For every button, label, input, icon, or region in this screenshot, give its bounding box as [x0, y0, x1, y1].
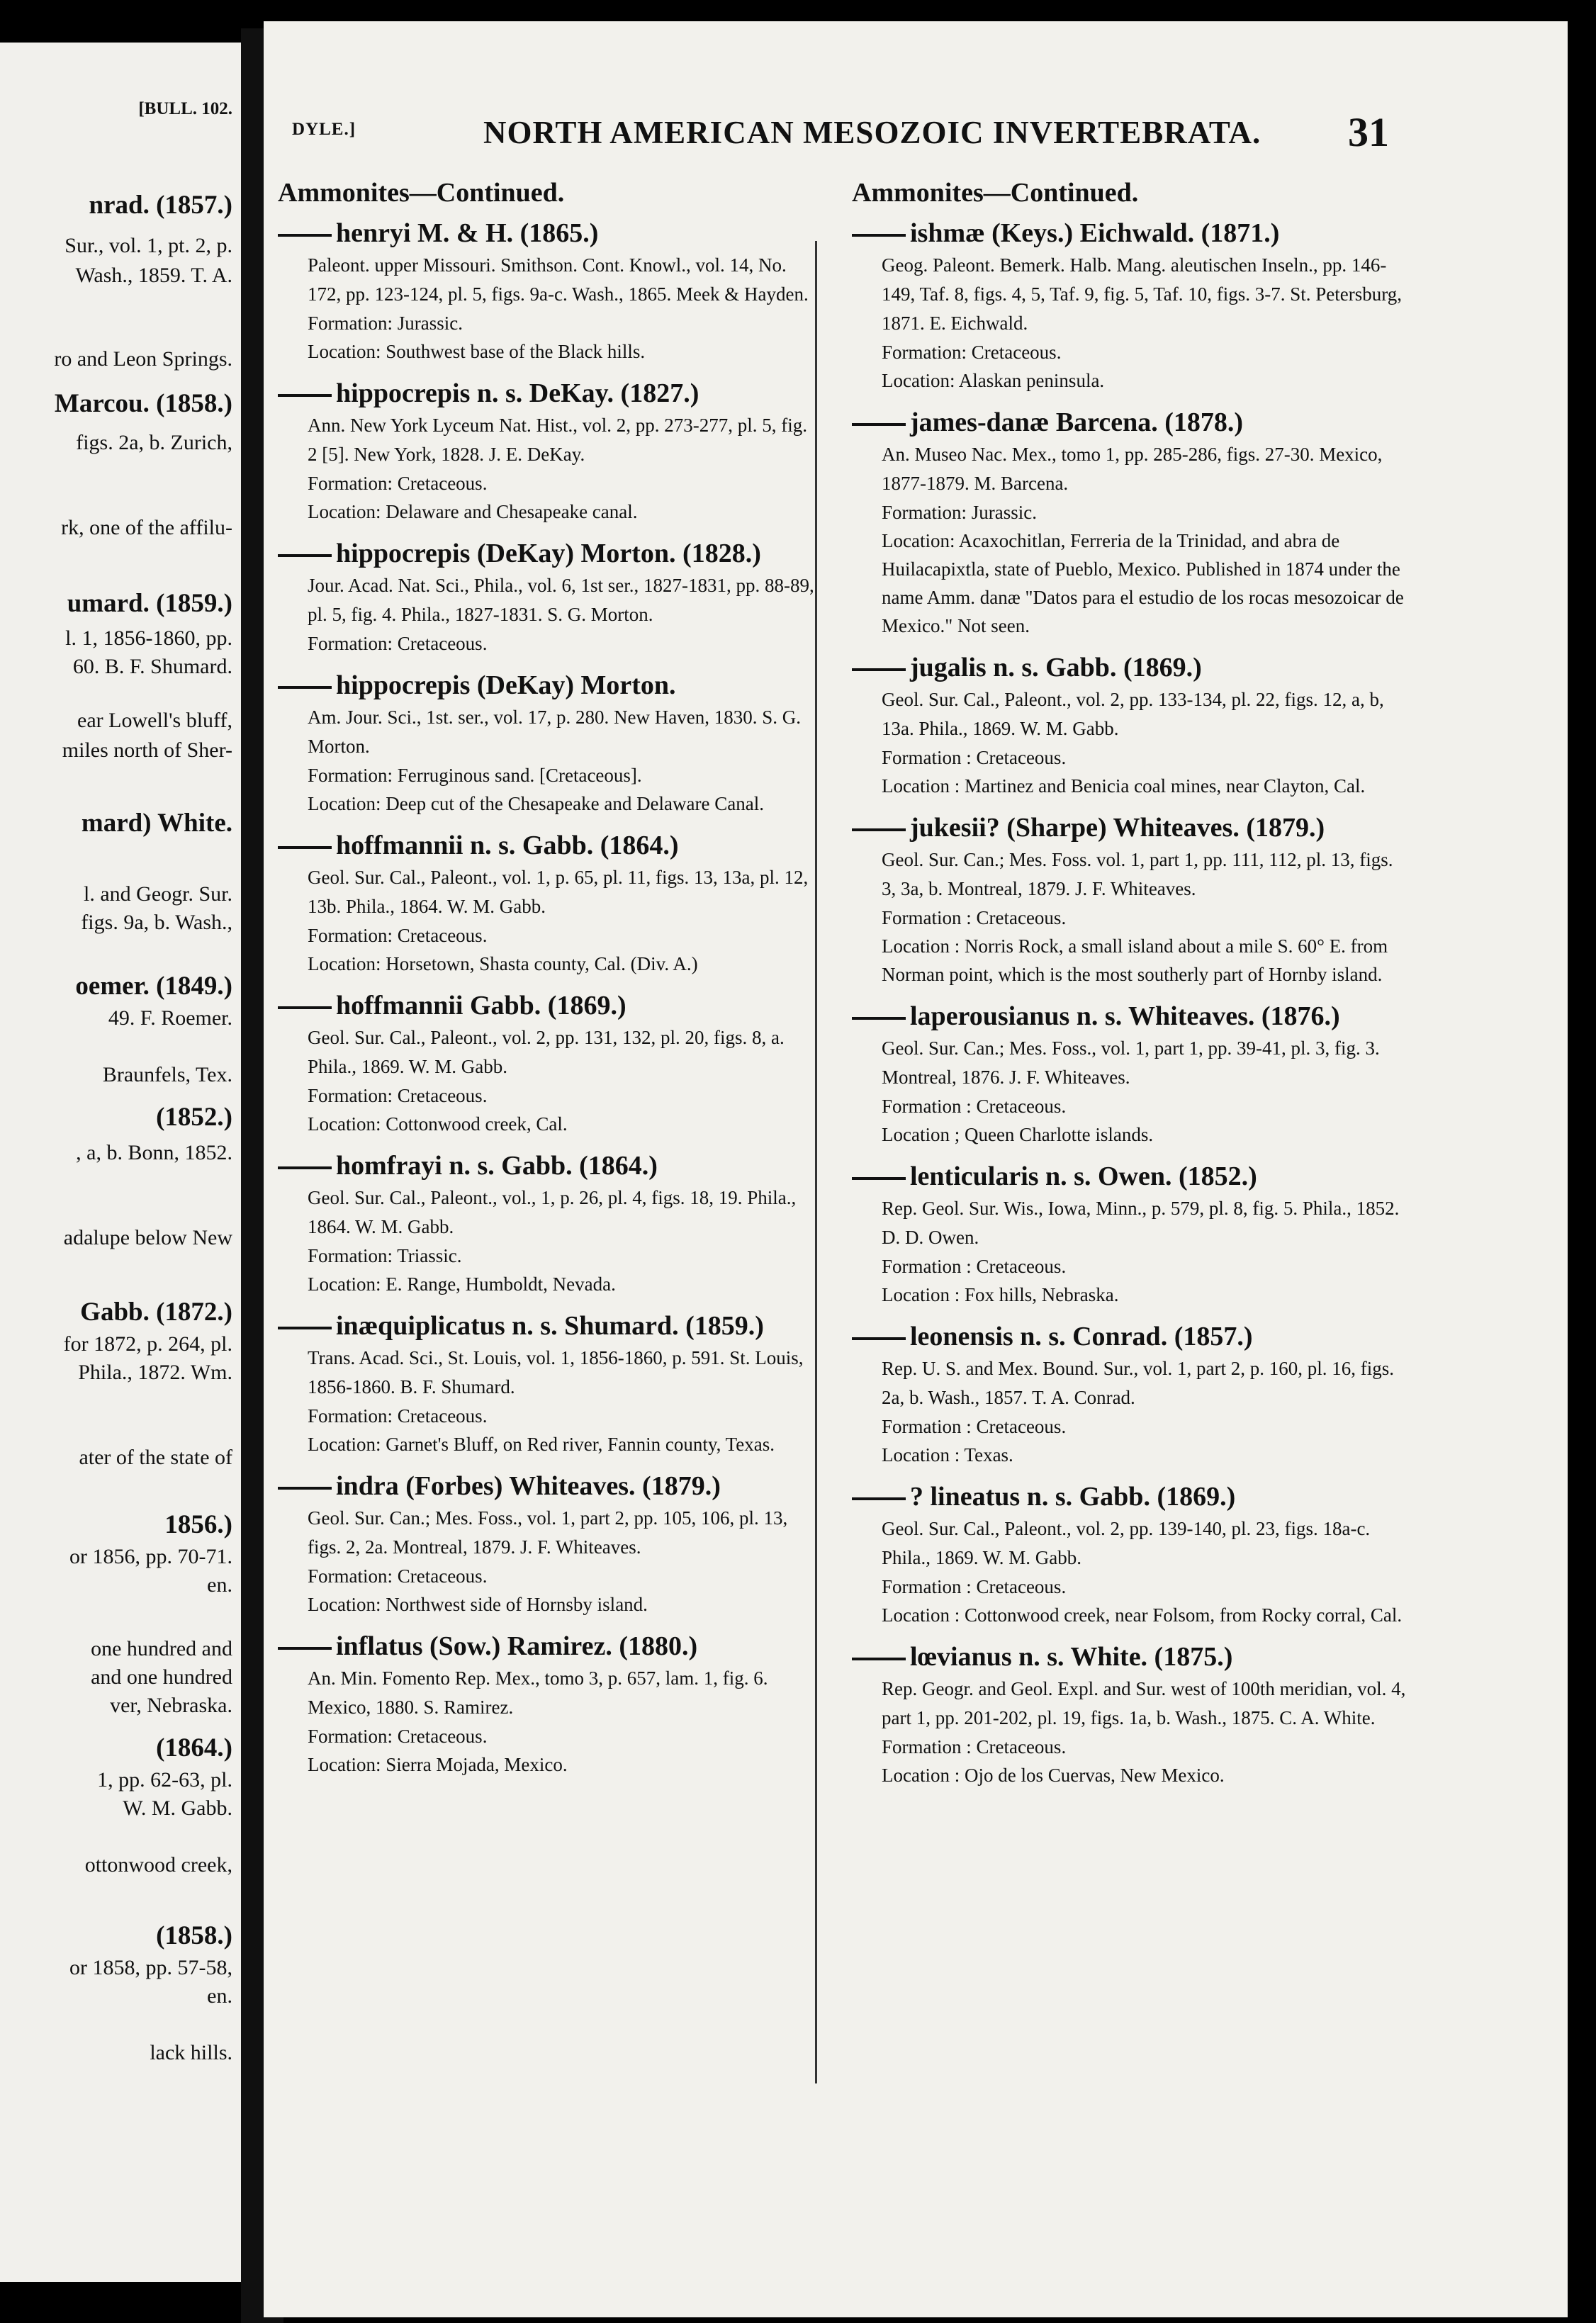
entry-formation: Formation: Cretaceous. — [308, 1565, 488, 1587]
facing-page-line: figs. 9a, b. Wash., — [81, 911, 232, 934]
entry-dash — [852, 423, 906, 426]
entry-title — [852, 810, 1412, 845]
page — [264, 21, 1568, 2317]
facing-page-line: W. M. Gabb. — [123, 1796, 232, 1820]
entry-title — [852, 1159, 1412, 1194]
entry-location: Location: Northwest side of Hornsby island. — [308, 1594, 648, 1615]
facing-page-line: ottonwood creek, — [84, 1853, 232, 1877]
entry-ref: Geog. Paleont. Bemerk. Halb. Mang. aleutischen Inseln., pp. 146-149, Taf. 8, figs. 4, 5, Taf. 9, fig. 5, Taf. 10, figs. 3-7. St. Petersburg, 1871. E. Eichwald. — [882, 254, 1403, 334]
entry-ref: Am. Jour. Sci., 1st. ser., vol. 17, p. 280. New Haven, 1830. S. G. Morton. — [308, 707, 801, 757]
entry-dash — [852, 1497, 906, 1500]
entry-location: Location: Garnet's Bluff, on Red river, Fannin county, Texas. — [308, 1434, 775, 1455]
entry-formation: Formation: Jurassic. — [882, 502, 1037, 523]
entry-dash — [278, 554, 332, 557]
species-name: inæquiplicatus n. s. Shumard. (1859.) — [336, 1311, 764, 1341]
facing-page-line: 1856.) — [164, 1510, 232, 1539]
entry-ref: Paleont. upper Missouri. Smithson. Cont. Knowl., vol. 14, No. 172, pp. 123-124, pl. 5, figs. 9a-c. Wash., 1865. Meek & Hayden. — [308, 254, 809, 305]
entry-ref: An. Min. Fomento Rep. Mex., tomo 3, p. 657, lam. 1, fig. 6. Mexico, 1880. S. Ramirez. — [308, 1667, 768, 1718]
entry-title — [278, 536, 820, 571]
facing-page-line: en. — [207, 1984, 232, 2008]
catalog-entry — [278, 215, 820, 366]
entry-dash — [278, 1327, 332, 1329]
facing-page-line: lack hills. — [150, 2041, 232, 2064]
entry-location: Location: Acaxochitlan, Ferreria de la Trinidad, and abra de Huilacapixtla, state of Pueblo, Mexico. Published in 1874 under the name Amm. danæ "Datos para el estudio de los rocas mesozoicar de Mexico." Not seen. — [882, 530, 1404, 636]
entry-location: Location: Sierra Mojada, Mexico. — [308, 1754, 568, 1775]
entry-formation: Formation : Cretaceous. — [882, 747, 1067, 768]
entry-formation: Formation : Cretaceous. — [882, 1256, 1067, 1277]
entry-formation: Formation: Triassic. — [308, 1245, 462, 1266]
facing-page-line: Braunfels, Tex. — [102, 1063, 232, 1086]
facing-page-fragment — [0, 43, 241, 2282]
facing-page-line: Wash., 1859. T. A. — [75, 264, 232, 287]
entry-ref: Geol. Sur. Can.; Mes. Foss., vol. 1, part 2, pp. 105, 106, pl. 13, figs. 2, 2a. Montreal, 1879. J. F. Whiteaves. — [308, 1507, 788, 1558]
entry-location: Location: Deep cut of the Chesapeake and Delaware Canal. — [308, 793, 764, 814]
entry-ref: Ann. New York Lyceum Nat. Hist., vol. 2, pp. 273-277, pl. 5, fig. 2 [5]. New York, 1828. J. E. DeKay. — [308, 415, 807, 465]
entry-dash — [278, 846, 332, 849]
catalog-entry — [852, 810, 1412, 989]
catalog-entry — [278, 1629, 820, 1779]
entry-title — [278, 668, 820, 703]
entry-formation: Formation : Cretaceous. — [882, 1416, 1067, 1437]
facing-page-line: 1, pp. 62-63, pl. — [97, 1768, 232, 1792]
species-name: jugalis n. s. Gabb. (1869.) — [910, 653, 1202, 682]
entry-dash — [278, 1166, 332, 1169]
facing-page-line: mard) White. — [81, 809, 232, 838]
entry-dash — [852, 668, 906, 671]
facing-page-line: umard. (1859.) — [67, 589, 232, 618]
entry-ref: Rep. Geogr. and Geol. Expl. and Sur. west of 100th meridian, vol. 4, part 1, pp. 201-202, pl. 19, figs. 1a, b. Wash., 1875. C. A. White. — [882, 1678, 1406, 1728]
species-name: lœvianus n. s. White. (1875.) — [910, 1642, 1233, 1672]
entry-ref: Rep. U. S. and Mex. Bound. Sur., vol. 1, part 2, p. 160, pl. 16, figs. 2a, b. Wash., 1857. T. A. Conrad. — [882, 1358, 1394, 1408]
entry-dash — [852, 828, 906, 831]
facing-page-line: one hundred and — [91, 1637, 232, 1660]
catalog-entry — [278, 376, 820, 526]
facing-page-line: for 1872, p. 264, pl. — [63, 1332, 232, 1356]
entry-title — [852, 215, 1412, 251]
catalog-entry — [852, 650, 1412, 800]
facing-page-line: 49. F. Roemer. — [108, 1006, 232, 1030]
entry-formation: Formation: Jurassic. — [308, 313, 463, 334]
entry-location: Location: E. Range, Humboldt, Nevada. — [308, 1273, 616, 1295]
species-name: hippocrepis n. s. DeKay. (1827.) — [336, 378, 699, 408]
entry-formation: Formation: Cretaceous. — [308, 633, 488, 654]
entry-formation: Formation : Cretaceous. — [882, 907, 1067, 928]
entry-ref: Geol. Sur. Cal., Paleont., vol., 1, p. 26, pl. 4, figs. 18, 19. Phila., 1864. W. M. Gabb. — [308, 1187, 797, 1237]
catalog-entry — [278, 668, 820, 818]
entry-location: Location: Horsetown, Shasta county, Cal. (Div. A.) — [308, 953, 698, 974]
facing-page-line: or 1856, pp. 70-71. — [69, 1545, 232, 1568]
catalog-entry — [852, 999, 1412, 1149]
facing-page-line: rk, one of the affilu- — [61, 516, 232, 539]
catalog-entry — [278, 988, 820, 1138]
entry-location: Location : Fox hills, Nebraska. — [882, 1284, 1119, 1305]
entry-dash — [852, 1337, 906, 1340]
entry-title — [852, 1639, 1412, 1675]
entry-dash — [278, 686, 332, 689]
entry-location: Location: Cottonwood creek, Cal. — [308, 1113, 568, 1135]
entry-formation: Formation : Cretaceous. — [882, 1736, 1067, 1757]
entry-ref: Geol. Sur. Can.; Mes. Foss. vol. 1, part 1, pp. 111, 112, pl. 13, figs. 3, 3a, b. Montreal, 1879. J. F. Whiteaves. — [882, 849, 1393, 899]
entry-formation: Formation: Cretaceous. — [308, 1726, 488, 1747]
species-name: ? lineatus n. s. Gabb. (1869.) — [910, 1482, 1236, 1512]
catalog-entry — [852, 215, 1412, 395]
entry-dash — [852, 1177, 906, 1180]
species-name: hippocrepis (DeKay) Morton. — [336, 670, 676, 700]
entry-title — [278, 215, 820, 251]
entry-dash — [852, 1658, 906, 1660]
entry-title — [278, 828, 820, 863]
page-number: 31 — [1348, 109, 1389, 155]
entry-title — [278, 1629, 820, 1664]
entry-location: Location : Norris Rock, a small island about a mile S. 60° E. from Norman point, which is the most southerly part of Hornby island. — [882, 935, 1388, 985]
entry-formation: Formation: Cretaceous. — [882, 342, 1062, 363]
entry-formation: Formation: Cretaceous. — [308, 1405, 488, 1427]
entry-ref: An. Museo Nac. Mex., tomo 1, pp. 285-286, figs. 27-30. Mexico, 1877-1879. M. Barcena. — [882, 444, 1383, 494]
column-heading: Ammonites—Continued. — [278, 178, 565, 208]
entry-ref: Geol. Sur. Cal., Paleont., vol. 2, pp. 131, 132, pl. 20, figs. 8, a. Phila., 1869. W. M. Gabb. — [308, 1027, 785, 1077]
species-name: inflatus (Sow.) Ramirez. (1880.) — [336, 1631, 698, 1661]
entry-dash — [278, 1487, 332, 1490]
entry-dash — [278, 234, 332, 237]
entry-location: Location ; Queen Charlotte islands. — [882, 1124, 1154, 1145]
entry-formation: Formation: Ferruginous sand. [Cretaceous]. — [308, 765, 642, 786]
entry-location: Location: Southwest base of the Black hills. — [308, 341, 646, 362]
entry-ref: Jour. Acad. Nat. Sci., Phila., vol. 6, 1st ser., 1827-1831, pp. 88-89, pl. 5, fig. 4. Phila., 1827-1831. S. G. Morton. — [308, 575, 814, 625]
facing-page-line: Sur., vol. 1, pt. 2, p. — [64, 234, 232, 257]
column-divider — [815, 241, 817, 2083]
entry-ref: Rep. Geol. Sur. Wis., Iowa, Minn., p. 579, pl. 8, fig. 5. Phila., 1852. D. D. Owen. — [882, 1198, 1400, 1248]
entry-location: Location: Alaskan peninsula. — [882, 370, 1105, 391]
facing-page-line: l. and Geogr. Sur. — [84, 882, 232, 906]
facing-page-line: (1864.) — [156, 1733, 232, 1762]
catalog-entry — [852, 1319, 1412, 1469]
facing-page-line: ver, Nebraska. — [110, 1694, 232, 1717]
left-column — [278, 177, 820, 1789]
facing-page-line: en. — [207, 1573, 232, 1597]
catalog-entry — [278, 1308, 820, 1458]
catalog-entry — [278, 1148, 820, 1298]
facing-page-line: ater of the state of — [79, 1446, 232, 1469]
entry-location: Location : Cottonwood creek, near Folsom, from Rocky corral, Cal. — [882, 1604, 1403, 1626]
entry-title — [278, 1468, 820, 1504]
entry-ref: Geol. Sur. Can.; Mes. Foss., vol. 1, part 1, pp. 39-41, pl. 3, fig. 3. Montreal, 1876. J. F. Whiteaves. — [882, 1037, 1380, 1088]
entry-title — [278, 1148, 820, 1183]
facing-page-line: 60. B. F. Shumard. — [72, 655, 232, 678]
entry-title — [852, 650, 1412, 685]
catalog-entry — [852, 1159, 1412, 1309]
facing-page-line: ro and Leon Springs. — [54, 347, 232, 371]
catalog-entry — [278, 536, 820, 658]
entry-formation: Formation : Cretaceous. — [882, 1096, 1067, 1117]
species-name: henryi M. & H. (1865.) — [336, 218, 599, 248]
facing-page-line: adalupe below New — [63, 1226, 232, 1249]
entry-dash — [278, 394, 332, 397]
entry-ref: Trans. Acad. Sci., St. Louis, vol. 1, 1856-1860, p. 591. St. Louis, 1856-1860. B. F. Shumard. — [308, 1347, 804, 1397]
catalog-entry — [852, 1639, 1412, 1789]
facing-running-head: [BULL. 102. — [138, 99, 232, 118]
catalog-entry — [278, 828, 820, 978]
entry-title — [852, 1479, 1412, 1514]
species-name: james-danæ Barcena. (1878.) — [910, 407, 1244, 437]
catalog-entry — [852, 405, 1412, 640]
species-name: ishmæ (Keys.) Eichwald. (1871.) — [910, 218, 1280, 248]
page-header — [264, 103, 1568, 159]
entry-dash — [278, 1647, 332, 1650]
species-name: hoffmannii Gabb. (1869.) — [336, 991, 626, 1020]
entry-title — [278, 376, 820, 411]
entry-formation: Formation: Cretaceous. — [308, 925, 488, 946]
facing-page-line: oemer. (1849.) — [75, 972, 232, 1001]
entry-title — [852, 405, 1412, 440]
facing-page-line: Phila., 1872. Wm. — [78, 1361, 232, 1384]
facing-page-line: (1858.) — [156, 1921, 232, 1950]
catalog-entry — [852, 1479, 1412, 1629]
entry-location: Location : Ojo de los Cuervas, New Mexico. — [882, 1765, 1225, 1786]
entry-ref: Geol. Sur. Cal., Paleont., vol. 2, pp. 139-140, pl. 23, figs. 18a-c. Phila., 1869. W. M. Gabb. — [882, 1518, 1371, 1568]
catalog-entry — [278, 1468, 820, 1619]
species-name: hoffmannii n. s. Gabb. (1864.) — [336, 831, 679, 860]
species-name: indra (Forbes) Whiteaves. (1879.) — [336, 1471, 721, 1501]
facing-page-line: miles north of Sher- — [62, 738, 232, 762]
facing-page-line: or 1858, pp. 57-58, — [69, 1956, 232, 1979]
entry-title — [278, 988, 820, 1023]
species-name: hippocrepis (DeKay) Morton. (1828.) — [336, 539, 761, 568]
entry-ref: Geol. Sur. Cal., Paleont., vol. 2, pp. 133-134, pl. 22, figs. 12, a, b, 13a. Phila., 1869. W. M. Gabb. — [882, 689, 1384, 739]
entry-location: Location: Delaware and Chesapeake canal. — [308, 501, 638, 522]
entry-ref: Geol. Sur. Cal., Paleont., vol. 1, p. 65, pl. 11, figs. 13, 13a, pl. 12, 13b. Phila., 1864. W. M. Gabb. — [308, 867, 809, 917]
entry-title — [852, 1319, 1412, 1354]
facing-page-line: Gabb. (1872.) — [80, 1298, 232, 1327]
facing-page-line: Marcou. (1858.) — [54, 389, 232, 418]
entry-formation: Formation : Cretaceous. — [882, 1576, 1067, 1597]
facing-page-line: nrad. (1857.) — [89, 191, 232, 220]
species-name: homfrayi n. s. Gabb. (1864.) — [336, 1151, 658, 1181]
facing-page-line: l. 1, 1856-1860, pp. — [65, 626, 232, 650]
entry-formation: Formation: Cretaceous. — [308, 1085, 488, 1106]
entry-location: Location : Texas. — [882, 1444, 1013, 1466]
facing-page-line: , a, b. Bonn, 1852. — [76, 1141, 232, 1164]
entry-list — [852, 215, 1412, 1789]
entry-dash — [278, 1006, 332, 1009]
facing-page-line: and one hundred — [91, 1665, 232, 1689]
entry-location: Location : Martinez and Benicia coal mines, near Clayton, Cal. — [882, 775, 1366, 797]
facing-page-line: figs. 2a, b. Zurich, — [76, 431, 232, 454]
species-name: laperousianus n. s. Whiteaves. (1876.) — [910, 1001, 1340, 1031]
entry-formation: Formation: Cretaceous. — [308, 473, 488, 494]
species-name: jukesii? (Sharpe) Whiteaves. (1879.) — [910, 813, 1325, 843]
right-column — [852, 177, 1412, 1799]
facing-page-line: (1852.) — [156, 1103, 232, 1132]
entry-dash — [852, 1017, 906, 1020]
facing-page-line: ear Lowell's bluff, — [77, 709, 232, 732]
entry-dash — [852, 234, 906, 237]
header-left-fragment: DYLE.] — [292, 120, 356, 139]
species-name: leonensis n. s. Conrad. (1857.) — [910, 1322, 1253, 1351]
entry-title — [278, 1308, 820, 1344]
page-title: NORTH AMERICAN MESOZOIC INVERTEBRATA. — [483, 115, 1261, 150]
entry-list — [278, 215, 820, 1779]
column-heading: Ammonites—Continued. — [852, 178, 1139, 208]
entry-title — [852, 999, 1412, 1034]
species-name: lenticularis n. s. Owen. (1852.) — [910, 1162, 1257, 1191]
